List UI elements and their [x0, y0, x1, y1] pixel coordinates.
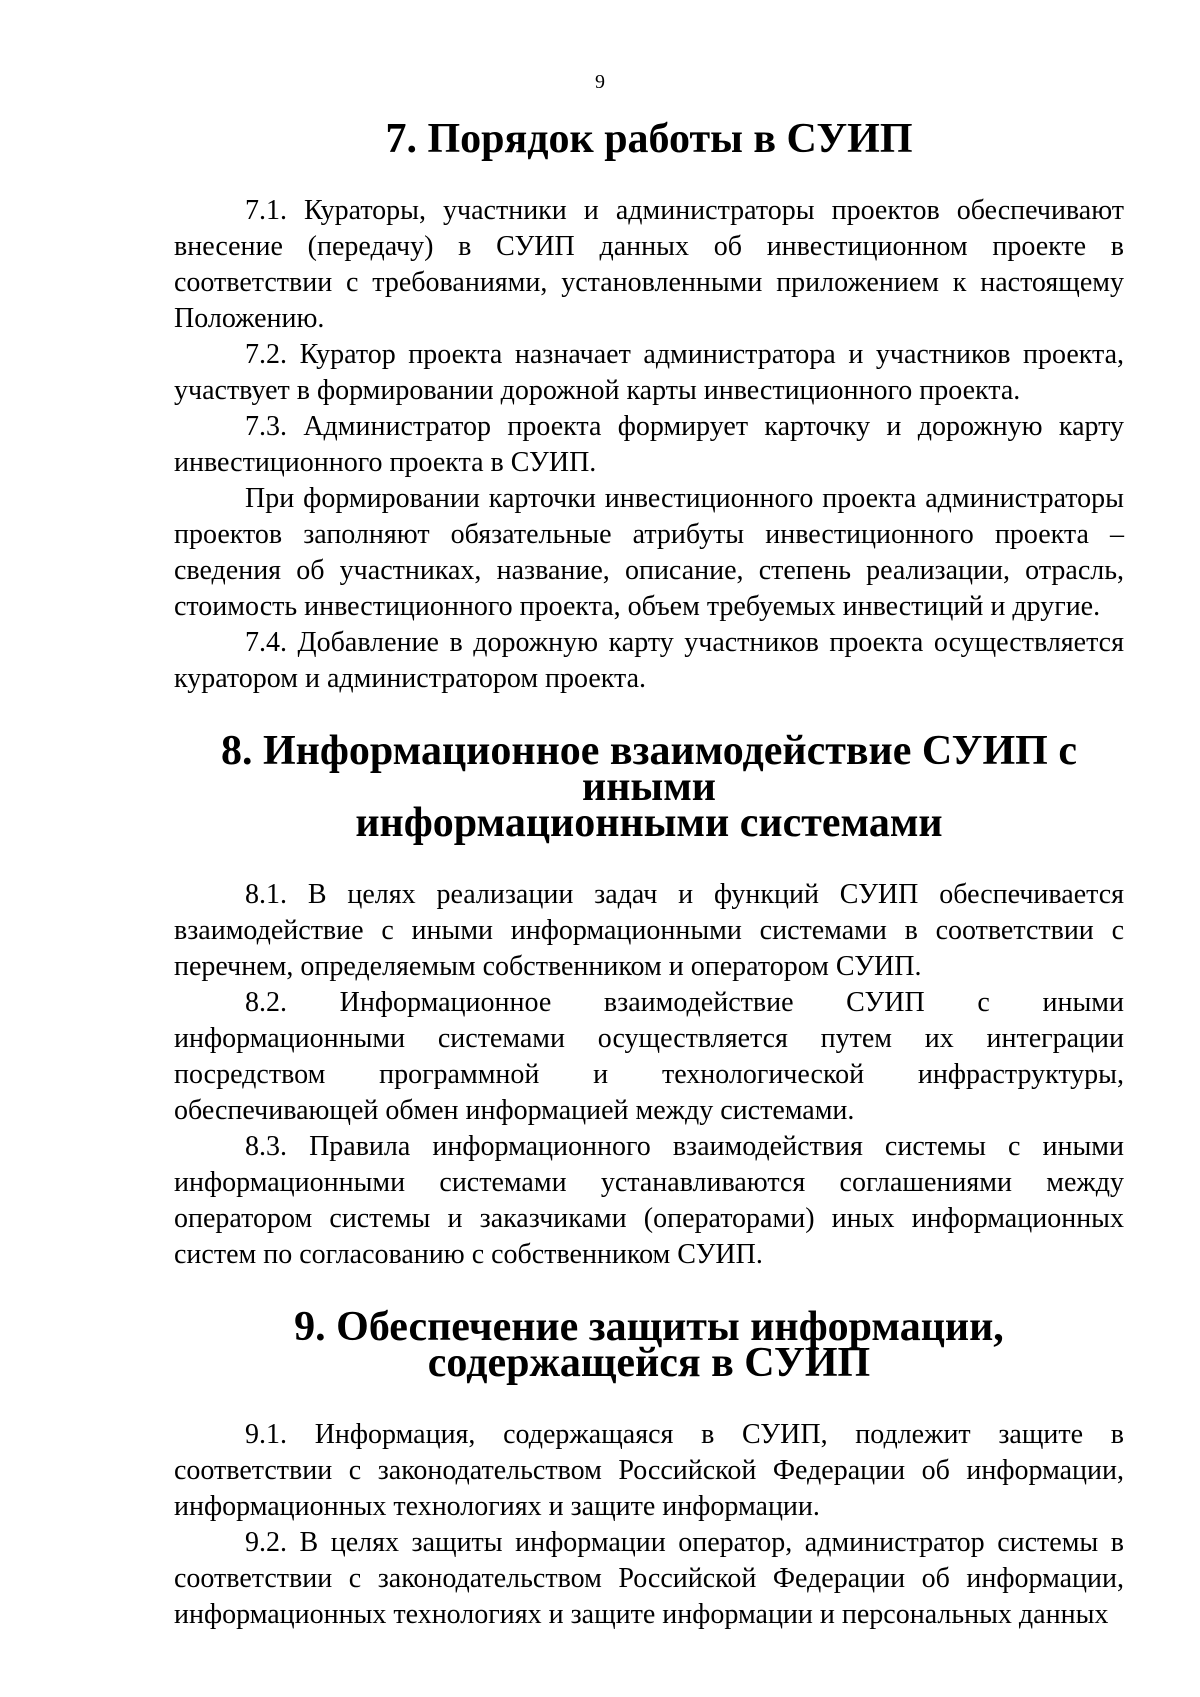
page-number: 9: [595, 71, 605, 93]
paragraph-7-4: 7.4. Добавление в дорожную карту участников проекта осуществляется куратором и администратором проекта.: [174, 627, 1124, 694]
paragraph-9-2: 9.2. В целях защиты информации оператор, администратор системы в соответствии с законодательством Российской Федерации об информации, информационных технологиях и защите информации и персональных данных: [174, 1527, 1124, 1630]
paragraph-8-1: 8.1. В целях реализации задач и функций СУИП обеспечивается взаимодействие с иными информационными системами в соответствии с перечнем, определяемым собственником и оператором СУИП.: [174, 879, 1124, 982]
paragraph-8-3: 8.3. Правила информационного взаимодействия системы с иными информационными системами устанавливаются соглашениями между оператором системы и заказчиками (операторами) иных информационных систем по согласованию с собственником СУИП.: [174, 1131, 1124, 1270]
paragraph-9-1: 9.1. Информация, содержащаяся в СУИП, подлежит защите в соответствии с законодательством Российской Федерации об информации, информационных технологиях и защите информации.: [174, 1419, 1124, 1522]
paragraph-7-2: 7.2. Куратор проекта назначает администратора и участников проекта, участвует в формировании дорожной карты инвестиционного проекта.: [174, 339, 1124, 406]
section-7-heading: 7. Порядок работы в СУИП: [385, 116, 913, 162]
document-body: [174, 116, 1124, 1633]
section-8-heading-line-2: информационными системами: [355, 800, 943, 846]
section-8-heading-line-1: 8. Информационное взаимодействие СУИП с иными: [221, 728, 1077, 810]
paragraph-7-3-continued: При формировании карточки инвестиционного проекта администраторы проектов заполняют обязательные атрибуты инвестиционного проекта – сведения об участниках, название, описание, степень реализации, отрасль, стоимость инвестиционного проекта, объем требуемых инвестиций и другие.: [174, 483, 1124, 622]
paragraph-8-2: 8.2. Информационное взаимодействие СУИП с иными информационными системами осуществляется путем их интеграции посредством программной и технологической инфраструктуры, обеспечивающей обмен информацией между системами.: [174, 987, 1124, 1126]
paragraph-7-3: 7.3. Администратор проекта формирует карточку и дорожную карту инвестиционного проекта в СУИП.: [174, 411, 1124, 478]
paragraph-7-1: 7.1. Кураторы, участники и администраторы проектов обеспечивают внесение (передачу) в СУИП данных об инвестиционном проекте в соответствии с требованиями, установленными приложением к настоящему Положению.: [174, 195, 1124, 334]
section-8-heading: [174, 728, 1124, 846]
section-9-heading: 9. Обеспечение защиты информации, содержащейся в СУИП: [294, 1304, 1004, 1386]
